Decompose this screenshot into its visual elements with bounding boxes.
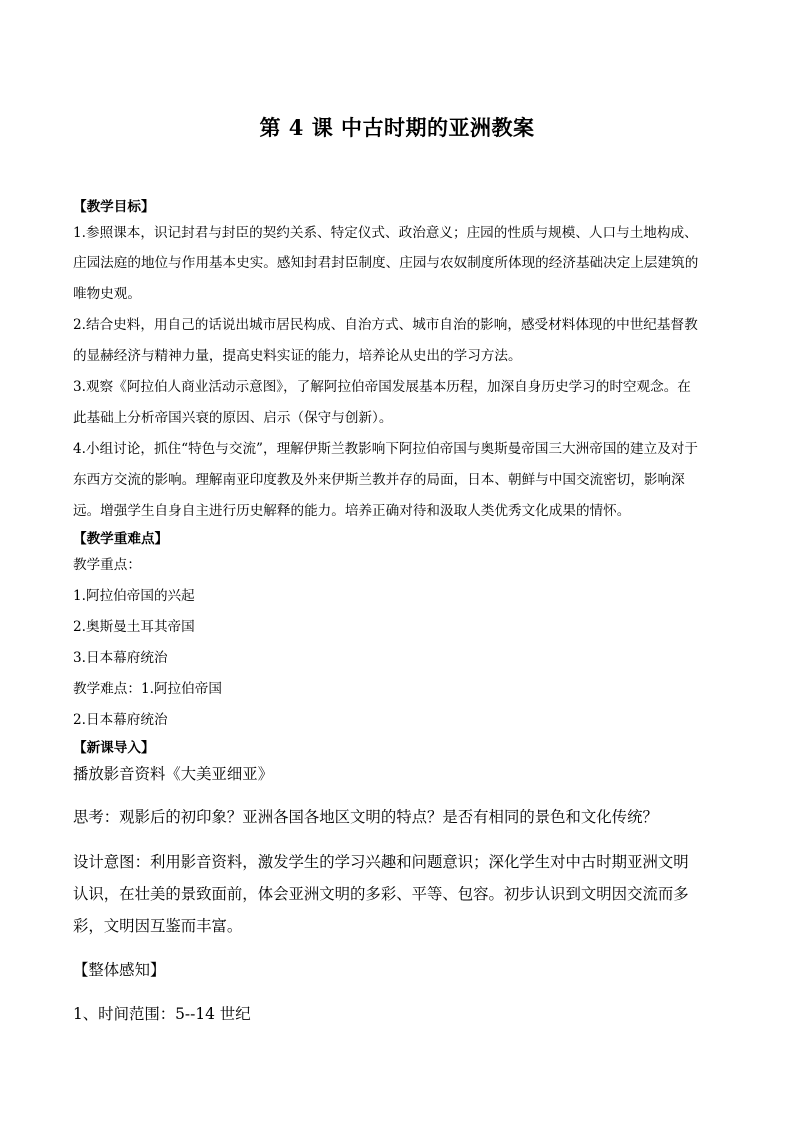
think-line: 思考：观影后的初印象？亚洲各国各地区文明的特点？是否有相同的景色和文化传统？ bbox=[73, 808, 658, 826]
objectives-line: 的显赫经济与精神力量，提高史料实证的能力，培养论从史出的学习方法。 bbox=[73, 348, 522, 364]
key-points-line: 教学重点： bbox=[73, 557, 141, 573]
overview-item-block bbox=[73, 998, 723, 1030]
overview-heading: 【整体感知】 bbox=[73, 961, 166, 979]
objectives-line: 此基础上分析帝国兴衰的原因、启示（保守与创新）。 bbox=[73, 410, 393, 426]
intro-section bbox=[73, 737, 723, 789]
key-points-line: 2.奥斯曼土耳其帝国 bbox=[73, 619, 195, 635]
overview-item: 1、时间范围：5--14 世纪 bbox=[73, 1005, 251, 1023]
objectives-line: 2.结合史料，用自己的话说出城市居民构成、自治方式、城市自治的影响，感受材料体现的中世纪基督教 bbox=[73, 317, 698, 333]
key-points-heading: 【教学重难点】 bbox=[73, 531, 169, 547]
objectives-line: 东西方交流的影响。理解南亚印度教及外来伊斯兰教并存的局面，日本、朝鲜与中国交流密切，影响深 bbox=[73, 472, 685, 488]
design-intent-line: 设计意图：利用影音资料，激发学生的学习兴趣和问题意识；深化学生对中古时期亚洲文明 bbox=[73, 853, 689, 871]
objectives-section bbox=[73, 196, 723, 527]
objectives-line: 3.观察《阿拉伯人商业活动示意图》，了解阿拉伯帝国发展基本历程，加深自身历史学习的时空观念。在 bbox=[73, 379, 691, 395]
design-intent-paragraph bbox=[73, 846, 723, 942]
objectives-line: 庄园法庭的地位与作用基本史实。感知封君封臣制度、庄园与农奴制度所体现的经济基础决定上层建筑的 bbox=[73, 255, 699, 271]
objectives-line: 1.参照课本，识记封君与封臣的契约关系、特定仪式、政治意义；庄园的性质与规模、人口与土地构成、 bbox=[73, 225, 698, 241]
objectives-line: 唯物史观。 bbox=[73, 286, 141, 302]
key-points-line: 3.日本幕府统治 bbox=[73, 650, 168, 666]
document-title: 第 4 课 中古时期的亚洲教案 bbox=[259, 115, 535, 140]
overview-heading-block bbox=[73, 954, 723, 986]
think-paragraph bbox=[73, 801, 723, 833]
design-intent-line: 认识，在壮美的景致面前，体会亚洲文明的多彩、平等、包容。初步认识到文明因交流而多 bbox=[73, 885, 689, 903]
design-intent-line: 彩，文明因互鉴而丰富。 bbox=[73, 917, 243, 935]
intro-line: 播放影音资料《大美亚细亚》 bbox=[73, 765, 274, 783]
key-points-section bbox=[73, 528, 723, 736]
objectives-line: 4.小组讨论，抓住“特色与交流”，理解伊斯兰教影响下阿拉伯帝国与奥斯曼帝国三大洲帝国的建立及对于 bbox=[73, 441, 698, 457]
key-points-line: 1.阿拉伯帝国的兴起 bbox=[73, 588, 195, 604]
key-points-line: 教学难点：1.阿拉伯帝国 bbox=[73, 681, 222, 697]
intro-heading: 【新课导入】 bbox=[73, 740, 155, 756]
objectives-line: 远。增强学生自身自主进行历史解释的能力。培养正确对待和汲取人类优秀文化成果的情怀。 bbox=[73, 503, 631, 519]
key-points-line: 2.日本幕府统治 bbox=[73, 712, 168, 728]
objectives-heading: 【教学目标】 bbox=[73, 199, 155, 215]
